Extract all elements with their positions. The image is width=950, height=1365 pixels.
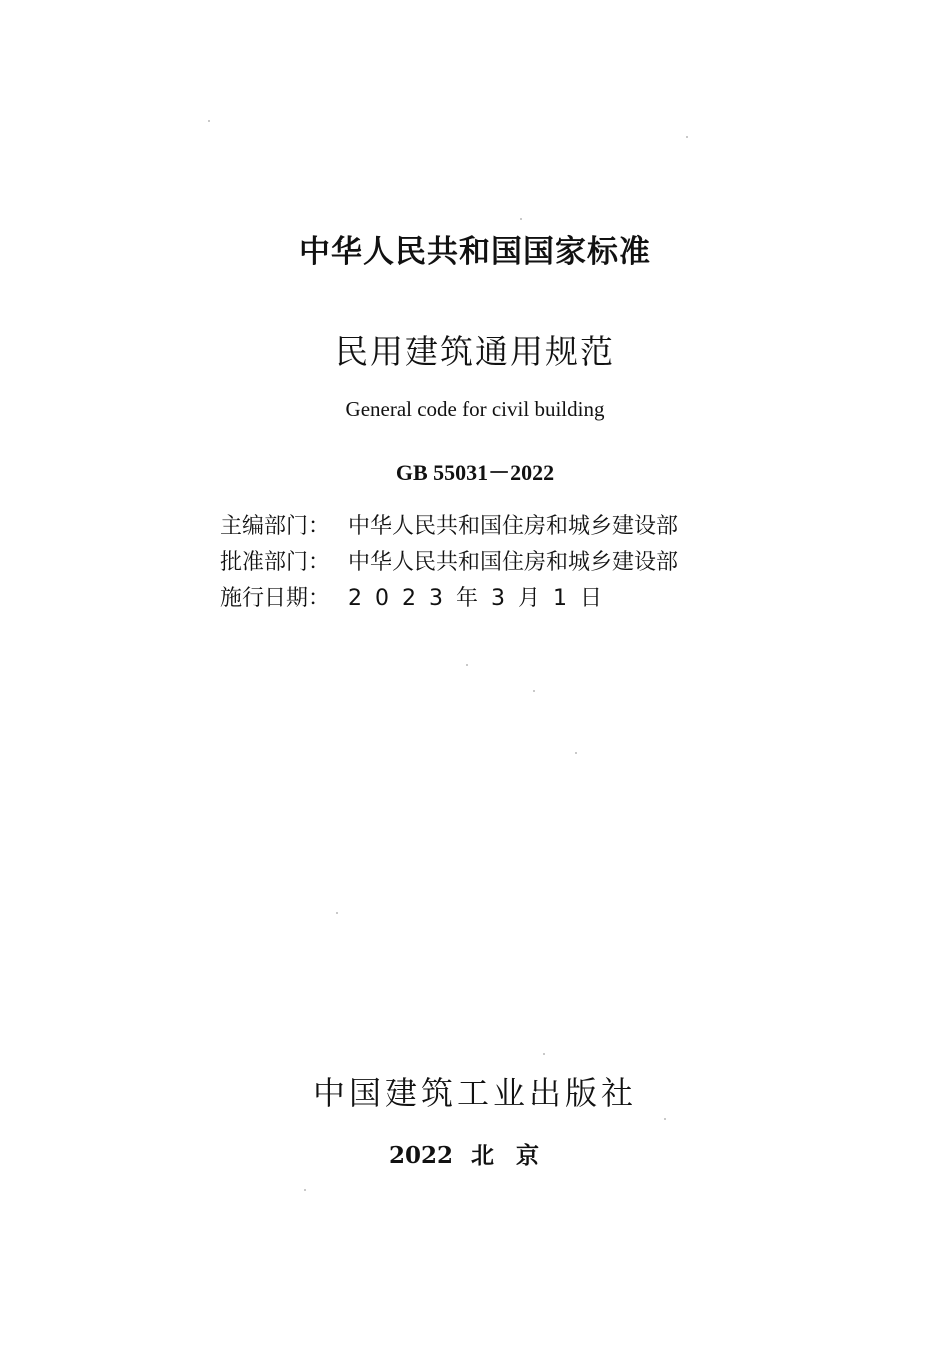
scan-speck — [664, 1118, 666, 1120]
approval-row — [220, 545, 740, 581]
chief-editor-label: 主编部门： — [220, 514, 331, 539]
scan-speck — [686, 136, 688, 138]
national-standard-heading: 中华人民共和国国家标准 — [299, 234, 651, 270]
scan-speck — [543, 1053, 545, 1055]
publication-year: 2022 — [388, 1142, 453, 1169]
publication-place-year — [0, 1137, 950, 1170]
effective-date-row — [220, 581, 740, 617]
document-title-en: General code for civil building — [345, 397, 605, 421]
chief-editor-row — [220, 509, 740, 545]
publication-metadata — [220, 509, 740, 617]
publisher-name: 中国建筑工业出版社 — [312, 1074, 637, 1112]
standard-code: GB 55031－2022 — [395, 460, 555, 485]
scan-speck — [520, 218, 522, 220]
effective-date-value: 2023年3月1日 — [348, 586, 615, 611]
scan-speck — [304, 1189, 306, 1191]
scan-speck — [575, 752, 577, 754]
publication-city: 北京 — [471, 1142, 561, 1169]
approval-label: 批准部门： — [220, 550, 331, 575]
chief-editor-value: 中华人民共和国住房和城乡建设部 — [348, 514, 679, 539]
scan-speck — [336, 912, 338, 914]
scan-speck — [533, 690, 535, 692]
scan-speck — [466, 664, 468, 666]
scan-speck — [208, 120, 210, 122]
effective-date-label: 施行日期： — [220, 586, 331, 611]
approval-value: 中华人民共和国住房和城乡建设部 — [348, 550, 679, 575]
document-title-cn: 民用建筑通用规范 — [335, 332, 615, 371]
